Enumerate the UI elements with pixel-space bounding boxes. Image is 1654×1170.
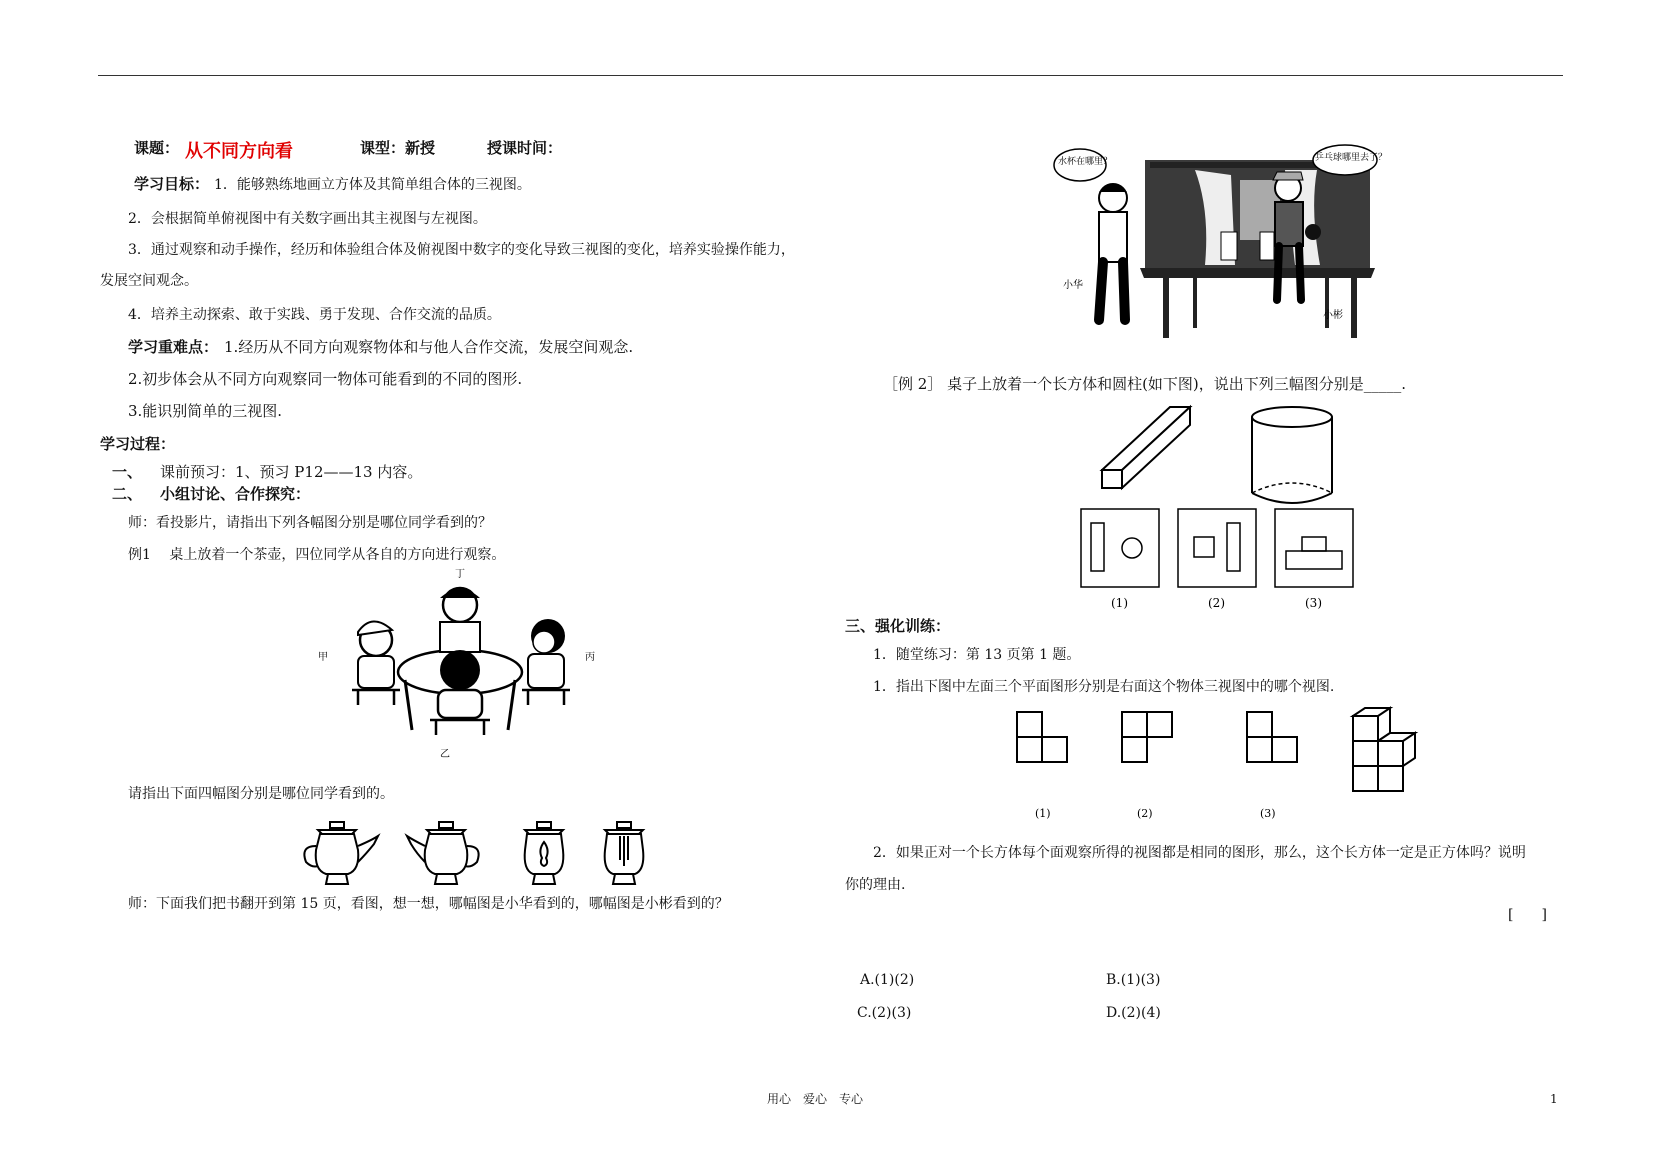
bubble-left: 水杯在哪里？ <box>1058 157 1113 167</box>
step1-number: 一、 <box>112 463 143 481</box>
label-yi: 乙 <box>440 749 450 760</box>
practice-q2b: 你的理由. <box>845 877 906 893</box>
lesson-time: 授课时间： <box>487 139 563 157</box>
goal-3b: 发展空间观念。 <box>100 273 198 289</box>
page-number: 1 <box>1550 1092 1558 1106</box>
view-label-1: (1) <box>1111 596 1128 610</box>
room-illustration <box>1055 150 1388 345</box>
example-2: ［例 2］ 桌子上放着一个长方体和圆柱(如下图)，说出下列三幅图分别是_____. <box>883 375 1407 393</box>
view-label-2: (2) <box>1208 596 1225 610</box>
label-ding: 丁 <box>455 569 465 580</box>
teapot-view-2 <box>405 820 485 890</box>
label-bing: 丙 <box>585 652 595 663</box>
bubble-right: 乒乓球哪里去了？ <box>1315 153 1388 163</box>
teapot-view-1 <box>300 820 380 890</box>
option-b: B.(1)(3) <box>1106 972 1161 988</box>
goal-2: 2．会根据简单俯视图中有关数字画出其主视图与左视图。 <box>128 211 487 227</box>
name-left: 小华 <box>1063 280 1083 291</box>
block-label-3: (3) <box>1260 807 1276 820</box>
practice-q2a: 2．如果正对一个长方体每个面观察所得的视图都是相同的图形，那么，这个长方体一定是正方体吗？说明 <box>873 845 1526 861</box>
practice-heading: 三、强化训练： <box>845 617 951 635</box>
keypoint-1: 1.经历从不同方向观察物体和与他人合作交流，发展空间观念. <box>224 338 634 356</box>
goals-label: 学习目标： <box>134 175 210 193</box>
header-rule <box>98 75 1563 76</box>
process-label: 学习过程： <box>100 435 176 453</box>
teapot-view-3 <box>515 820 575 890</box>
label-jia: 甲 <box>318 652 328 663</box>
block-views-figure <box>1015 710 1415 825</box>
teacher-prompt-2: 师：下面我们把书翻开到第 15 页，看图，想一想，哪幅图是小华看到的，哪幅图是小彬看到的？ <box>128 896 729 912</box>
footer-text: 用心 爱心 专心 <box>767 1092 864 1106</box>
round-table-illustration <box>318 569 595 760</box>
option-d: D.(2)(4) <box>1106 1005 1161 1021</box>
block-label-2: (2) <box>1137 807 1153 820</box>
option-a: A.(1)(2) <box>860 972 915 988</box>
example-1: 例1 桌上放着一个茶壶，四位同学从各自的方向进行观察。 <box>128 547 506 563</box>
goal-4: 4．培养主动探索、敢于实践、勇于发现、合作交流的品质。 <box>128 307 501 323</box>
goal-3a: 3．通过观察和动手操作，经历和体验组合体及俯视图中数字的变化导致三视图的变化，培养实验操作能力， <box>128 242 795 258</box>
cuboid-cylinder-figure <box>1100 405 1350 505</box>
step2-text: 小组讨论、合作探究： <box>160 485 311 503</box>
lesson-title-label: 课题： <box>134 139 180 157</box>
keypoints-label: 学习重难点： <box>128 338 219 356</box>
name-right: 小彬 <box>1323 310 1343 321</box>
step2-number: 二、 <box>112 485 143 503</box>
block-label-1: (1) <box>1035 807 1051 820</box>
answer-bracket: [ ] <box>1508 907 1547 923</box>
practice-q0: 1．随堂练习：第 13 页第 1 题。 <box>873 647 1081 663</box>
teacher-prompt-1: 师：看投影片，请指出下列各幅图分别是哪位同学看到的？ <box>128 515 492 531</box>
step1-text: 课前预习：1、预习 P12——13 内容。 <box>160 463 423 481</box>
three-view-panels <box>1079 507 1354 612</box>
teapot-view-4 <box>595 820 655 890</box>
lesson-title: 从不同方向看 <box>185 141 293 162</box>
keypoint-2: 2.初步体会从不同方向观察同一物体可能看到的不同的图形. <box>128 370 523 388</box>
lesson-type: 课型：新授 <box>360 139 436 157</box>
option-c: C.(2)(3) <box>857 1005 912 1021</box>
practice-q1: 1．指出下图中左面三个平面图形分别是右面这个物体三视图中的哪个视图. <box>873 679 1335 695</box>
keypoint-3: 3.能识别简单的三视图. <box>128 402 283 420</box>
view-label-3: (3) <box>1305 596 1322 610</box>
ask-views: 请指出下面四幅图分别是哪位同学看到的。 <box>128 786 394 802</box>
goal-1: 1．能够熟练地画立方体及其简单组合体的三视图。 <box>214 177 531 193</box>
